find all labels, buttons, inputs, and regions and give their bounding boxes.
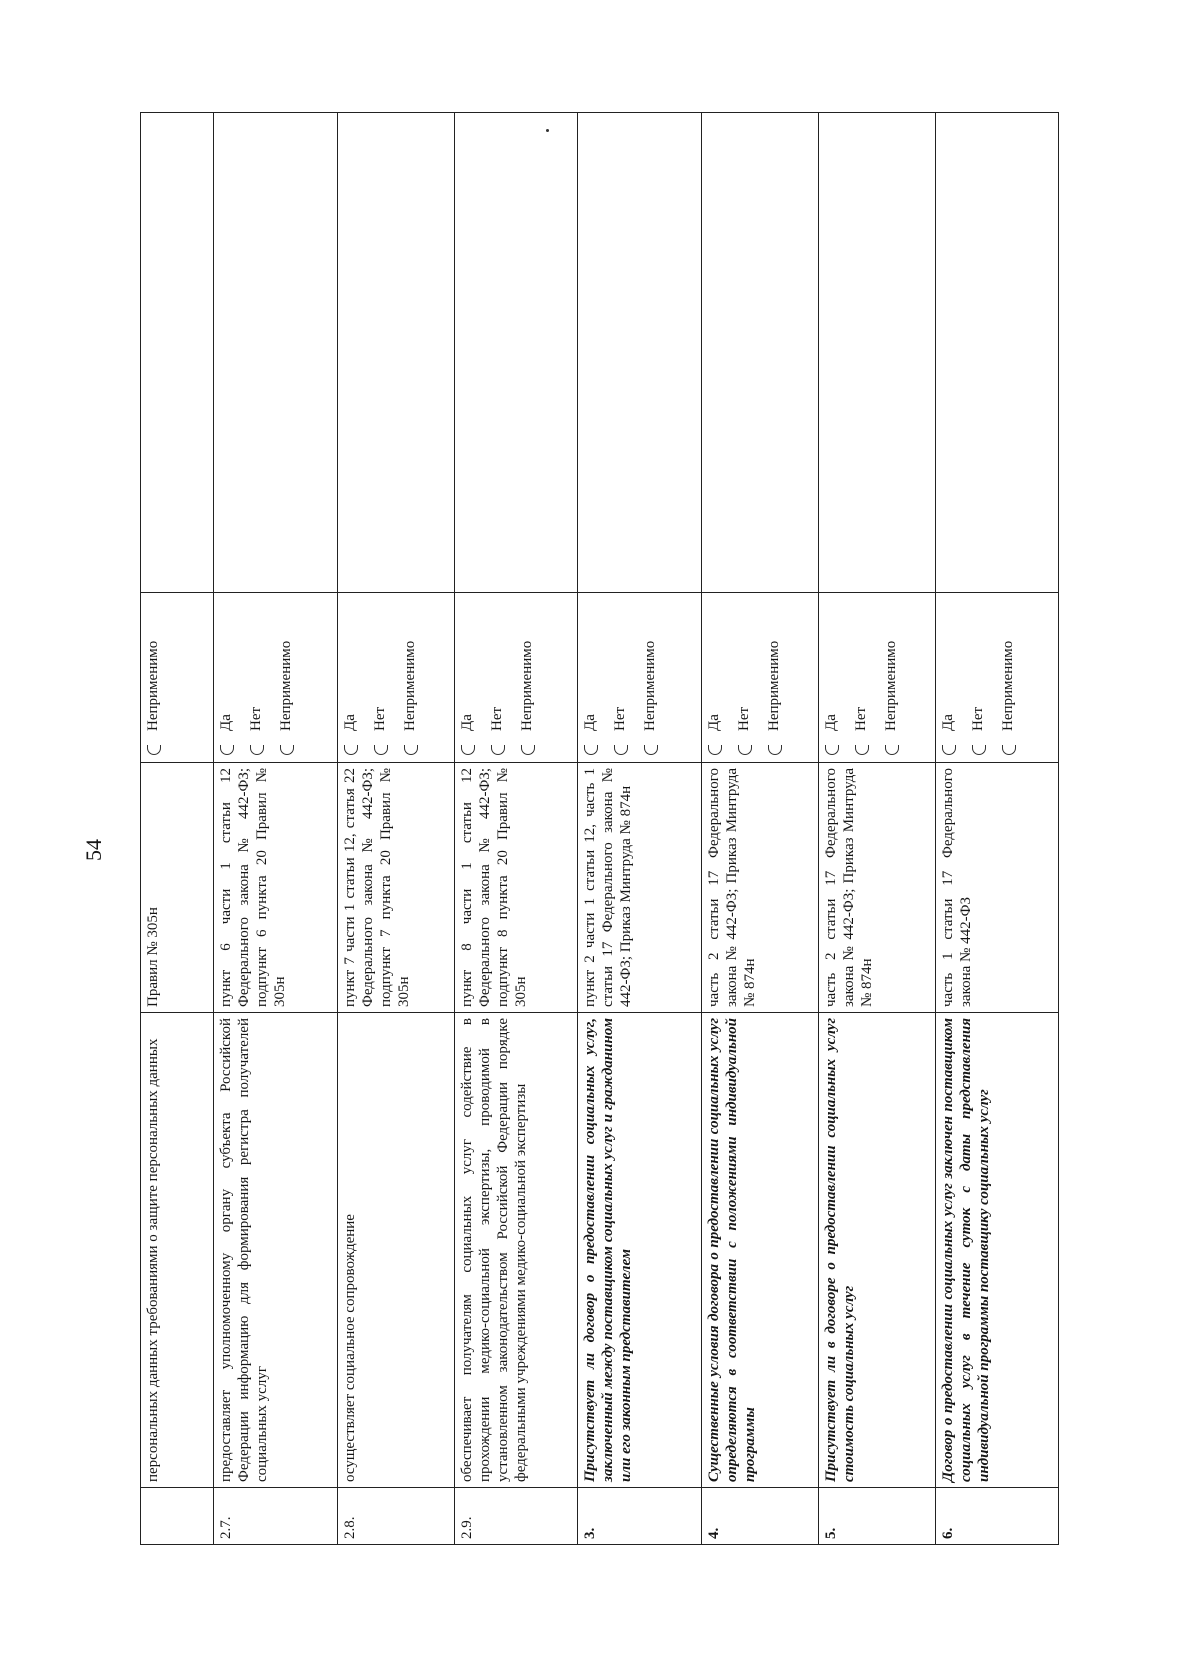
radio-icon[interactable] — [250, 745, 264, 755]
row-number: 2.8. — [338, 1488, 455, 1545]
table-row — [702, 113, 819, 1545]
answer-option[interactable] — [882, 598, 912, 757]
row-number: 3. — [578, 1488, 702, 1545]
legal-reference: часть 2 статьи 17 Федерального закона № 442-ФЗ; Приказ Минтруда № 874н — [819, 763, 936, 1013]
legal-reference: пункт 6 части 1 статьи 12 Федерального закона № 442-ФЗ; подпункт 6 пункта 20 Правил № 305н — [214, 763, 338, 1013]
radio-icon[interactable] — [825, 745, 839, 755]
answer-option[interactable] — [999, 598, 1029, 757]
radio-icon[interactable] — [404, 745, 418, 755]
radio-icon[interactable] — [491, 745, 505, 755]
radio-icon[interactable] — [461, 745, 475, 755]
table-row — [141, 113, 214, 1545]
answer-option-label: Да — [218, 714, 234, 731]
answer-option[interactable] — [277, 598, 307, 757]
answer-option-label: Нет — [612, 706, 628, 731]
answer-option[interactable] — [611, 598, 641, 757]
answer-option-label: Нет — [248, 706, 264, 731]
radio-icon[interactable] — [708, 745, 722, 755]
answer-option[interactable] — [488, 598, 518, 757]
answer-options — [214, 593, 338, 763]
answer-options — [141, 593, 214, 763]
answer-option[interactable] — [217, 598, 247, 757]
row-number — [141, 1488, 214, 1545]
answer-options — [455, 593, 578, 763]
table-row — [936, 113, 1059, 1545]
radio-icon[interactable] — [885, 745, 899, 755]
page-number: 54 — [81, 839, 106, 861]
answer-option-label: Неприменимо — [402, 640, 418, 731]
answer-option-label: Да — [342, 714, 358, 731]
answer-option[interactable] — [641, 598, 671, 757]
answer-option[interactable] — [401, 598, 431, 757]
answer-option-label: Неприменимо — [278, 640, 294, 731]
answer-option-label: Неприменимо — [883, 640, 899, 731]
row-number: 6. — [936, 1488, 1059, 1545]
legal-reference: пункт 8 части 1 статьи 12 Федерального закона № 442-ФЗ; подпункт 8 пункта 20 Правил № 305н — [455, 763, 578, 1013]
legal-reference: пункт 2 части 1 статьи 12, часть 1 статьи 17 Федерального закона № 442-ФЗ; Приказ Минтруда № 874н — [578, 763, 702, 1013]
radio-icon[interactable] — [972, 745, 986, 755]
radio-icon[interactable] — [220, 745, 234, 755]
answer-option[interactable] — [458, 598, 488, 757]
note-cell[interactable] — [819, 113, 936, 593]
radio-icon[interactable] — [855, 745, 869, 755]
answer-options — [338, 593, 455, 763]
answer-options — [702, 593, 819, 763]
radio-icon[interactable] — [280, 745, 294, 755]
answer-options — [819, 593, 936, 763]
requirement-text: Присутствует ли в договоре о предоставлении социальных услуг стоимость социальных услуг — [819, 1013, 936, 1488]
requirement-text: Присутствует ли договор о предоставлении социальных услуг, заключенный между поставщиком социальных услуг и гражданином или его законным представителем — [578, 1013, 702, 1488]
note-cell[interactable] — [455, 113, 578, 593]
answer-option-label: Да — [940, 714, 956, 731]
legal-reference: часть 1 статьи 17 Федерального закона № 442-ФЗ — [936, 763, 1059, 1013]
answer-option-label: Нет — [736, 706, 752, 731]
radio-icon[interactable] — [147, 745, 161, 755]
requirement-text: персональных данных требованиями о защите персональных данных — [141, 1013, 214, 1488]
radio-icon[interactable] — [768, 745, 782, 755]
requirement-text: осуществляет социальное сопровождение — [338, 1013, 455, 1488]
answer-option[interactable] — [735, 598, 765, 757]
note-cell[interactable] — [141, 113, 214, 593]
answer-option-label: Да — [582, 714, 598, 731]
note-cell[interactable] — [338, 113, 455, 593]
table-row — [578, 113, 702, 1545]
answer-option-label: Нет — [372, 706, 388, 731]
answer-option[interactable] — [822, 598, 852, 757]
note-cell[interactable] — [214, 113, 338, 593]
radio-icon[interactable] — [374, 745, 388, 755]
legal-reference: пункт 7 части 1 статьи 12, статья 22 Федерального закона № 442-ФЗ; подпункт 7 пункта 20 Правил № 305н — [338, 763, 455, 1013]
requirement-text: Договор о предоставлении социальных услуг заключен поставщиком социальных услуг в течение суток с даты представления индивидуальной программы поставщику социальных услуг — [936, 1013, 1059, 1488]
legal-reference: Правил № 305н — [141, 763, 214, 1013]
answer-option-label: Да — [706, 714, 722, 731]
answer-option[interactable] — [765, 598, 795, 757]
radio-icon[interactable] — [738, 745, 752, 755]
radio-icon[interactable] — [1002, 745, 1016, 755]
note-cell[interactable] — [936, 113, 1059, 593]
answer-option-label: Неприменимо — [766, 640, 782, 731]
answer-option[interactable] — [371, 598, 401, 757]
table-row — [455, 113, 578, 1545]
note-cell[interactable] — [578, 113, 702, 593]
requirement-text: Существенные условия договора о предоставлении социальных услуг определяются в соответствии с положениями индивидуальной программы — [702, 1013, 819, 1488]
table-row — [338, 113, 455, 1545]
answer-option-label: Да — [823, 714, 839, 731]
table-row — [819, 113, 936, 1545]
answer-options — [578, 593, 702, 763]
radio-icon[interactable] — [584, 745, 598, 755]
row-number: 2.9. — [455, 1488, 578, 1545]
answer-option-label: Да — [459, 714, 475, 731]
answer-option[interactable] — [705, 598, 735, 757]
checklist-body — [141, 113, 1059, 1545]
answer-option[interactable] — [852, 598, 882, 757]
answer-option-label: Нет — [853, 706, 869, 731]
legal-reference: часть 2 статьи 17 Федерального закона № 442-ФЗ; Приказ Минтруда № 874н — [702, 763, 819, 1013]
radio-icon[interactable] — [644, 745, 658, 755]
rotated-table-wrapper — [140, 113, 1032, 1545]
answer-option[interactable] — [518, 598, 548, 757]
row-number: 5. — [819, 1488, 936, 1545]
radio-icon[interactable] — [942, 745, 956, 755]
requirement-text: обеспечивает получателям социальных услуг содействие в прохождении медико-социальной экспертизы, проводимой в установленном законодательством Российской Федерации порядке федеральными учреждениями медико-социальной экспертизы — [455, 1013, 578, 1488]
note-cell[interactable] — [702, 113, 819, 593]
row-number: 4. — [702, 1488, 819, 1545]
answer-option-label: Нет — [970, 706, 986, 731]
answer-option-label: Неприменимо — [145, 640, 161, 731]
answer-option[interactable] — [341, 598, 371, 757]
answer-option-label: Неприменимо — [642, 640, 658, 731]
answer-option-label: Неприменимо — [519, 640, 535, 731]
answer-option[interactable] — [247, 598, 277, 757]
answer-option[interactable] — [581, 598, 611, 757]
table-row — [214, 113, 338, 1545]
requirement-text: предоставляет уполномоченному органу субъекта Российской Федерации информацию для формирования регистра получателей социальных услуг — [214, 1013, 338, 1488]
answer-options — [936, 593, 1059, 763]
answer-option[interactable] — [969, 598, 999, 757]
radio-icon[interactable] — [344, 745, 358, 755]
answer-option[interactable] — [144, 598, 174, 757]
answer-option-label: Неприменимо — [1000, 640, 1016, 731]
checklist-table — [140, 112, 1059, 1545]
answer-option[interactable] — [939, 598, 969, 757]
row-number: 2.7. — [214, 1488, 338, 1545]
answer-option-label: Нет — [489, 706, 505, 731]
radio-icon[interactable] — [614, 745, 628, 755]
radio-icon[interactable] — [521, 745, 535, 755]
